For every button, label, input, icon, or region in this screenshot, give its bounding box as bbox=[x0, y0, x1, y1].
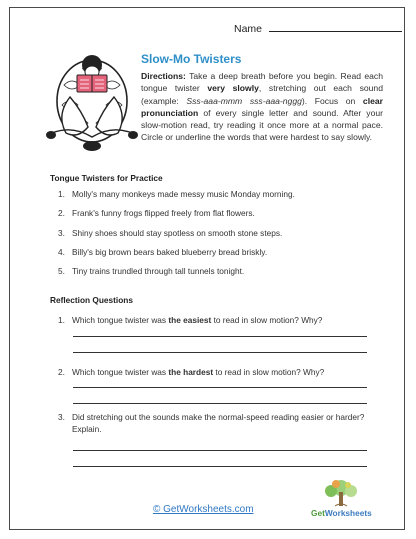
question-text: to read in slow motion? Why? bbox=[213, 367, 325, 377]
logo-word-get: Get bbox=[311, 508, 325, 518]
answer-line[interactable] bbox=[73, 450, 367, 451]
name-field[interactable] bbox=[234, 21, 402, 35]
twister-item bbox=[58, 266, 388, 285]
answer-line[interactable] bbox=[73, 466, 367, 467]
question-3 bbox=[58, 411, 388, 435]
twister-list bbox=[58, 189, 388, 285]
question-text: to read in slow motion? Why? bbox=[211, 315, 323, 325]
directions-part: , stretching out each sound (example: bbox=[141, 83, 383, 106]
logo-wordmark bbox=[311, 508, 372, 518]
question-2 bbox=[58, 366, 388, 378]
directions-text bbox=[141, 70, 383, 144]
question-number: 1. bbox=[58, 315, 65, 325]
twisters-heading: Tongue Twisters for Practice bbox=[50, 173, 163, 183]
answer-line[interactable] bbox=[73, 403, 367, 404]
tree-icon bbox=[311, 478, 371, 508]
question-text: Which tongue twister was bbox=[72, 315, 169, 325]
item-number: 1. bbox=[58, 189, 65, 199]
item-number: 4. bbox=[58, 246, 65, 257]
question-text: Which tongue twister was bbox=[72, 367, 169, 377]
item-number: 5. bbox=[58, 266, 65, 277]
twister-text: Shiny shoes should stay spotless on smooth stone steps. bbox=[72, 227, 283, 238]
question-text: Did stretching out the sounds make the normal-speed reading easier or harder? Explain. bbox=[72, 412, 365, 434]
getworksheets-logo bbox=[311, 478, 393, 520]
question-number: 3. bbox=[58, 412, 65, 422]
name-line[interactable] bbox=[269, 21, 402, 32]
twister-item bbox=[58, 189, 388, 208]
twister-text: Tiny trains trundled through tall tunnels tonight. bbox=[72, 266, 245, 277]
question-1 bbox=[58, 314, 388, 326]
reading-turtle-illustration bbox=[42, 45, 142, 155]
answer-line[interactable] bbox=[73, 387, 367, 388]
directions-emphasis: clear pronunciation bbox=[141, 95, 383, 118]
directions-part: ). Focus on bbox=[301, 95, 363, 106]
directions-emphasis: very slowly bbox=[207, 83, 259, 94]
reflection-heading: Reflection Questions bbox=[50, 295, 133, 305]
twister-text: Billy's big brown bears baked blueberry bread briskly. bbox=[72, 246, 268, 257]
worksheet-title: Slow-Mo Twisters bbox=[141, 52, 242, 66]
question-emphasis: the hardest bbox=[168, 367, 214, 377]
twister-text: Molly's many monkeys made messy music Monday morning. bbox=[72, 189, 295, 199]
logo-word-worksheets: Worksheets bbox=[324, 508, 372, 518]
twister-item bbox=[58, 208, 388, 227]
directions-part: of every single letter and sound. After your slow-motion read, try reading it once more at a normal pace. Circle or underline the words that were hardest to say slowly. bbox=[141, 107, 383, 143]
twister-text: Frank's funny frogs flipped freely from flat flowers. bbox=[72, 208, 255, 219]
directions-label: Directions: bbox=[141, 71, 186, 81]
question-number: 2. bbox=[58, 367, 65, 377]
twister-item bbox=[58, 228, 388, 247]
answer-line[interactable] bbox=[73, 352, 367, 353]
item-number: 2. bbox=[58, 208, 65, 219]
item-number: 3. bbox=[58, 227, 65, 238]
question-emphasis: the easiest bbox=[168, 315, 212, 325]
directions-part: Take a deep breath before you begin. Read each tongue twister bbox=[141, 71, 383, 94]
directions-example: Sss-aaa-mmm sss-aaa-nggg bbox=[186, 95, 302, 106]
name-label: Name bbox=[234, 23, 263, 35]
twister-item bbox=[58, 247, 388, 266]
getworksheets-link[interactable]: © GetWorksheets.com bbox=[153, 504, 254, 515]
answer-line[interactable] bbox=[73, 336, 367, 337]
